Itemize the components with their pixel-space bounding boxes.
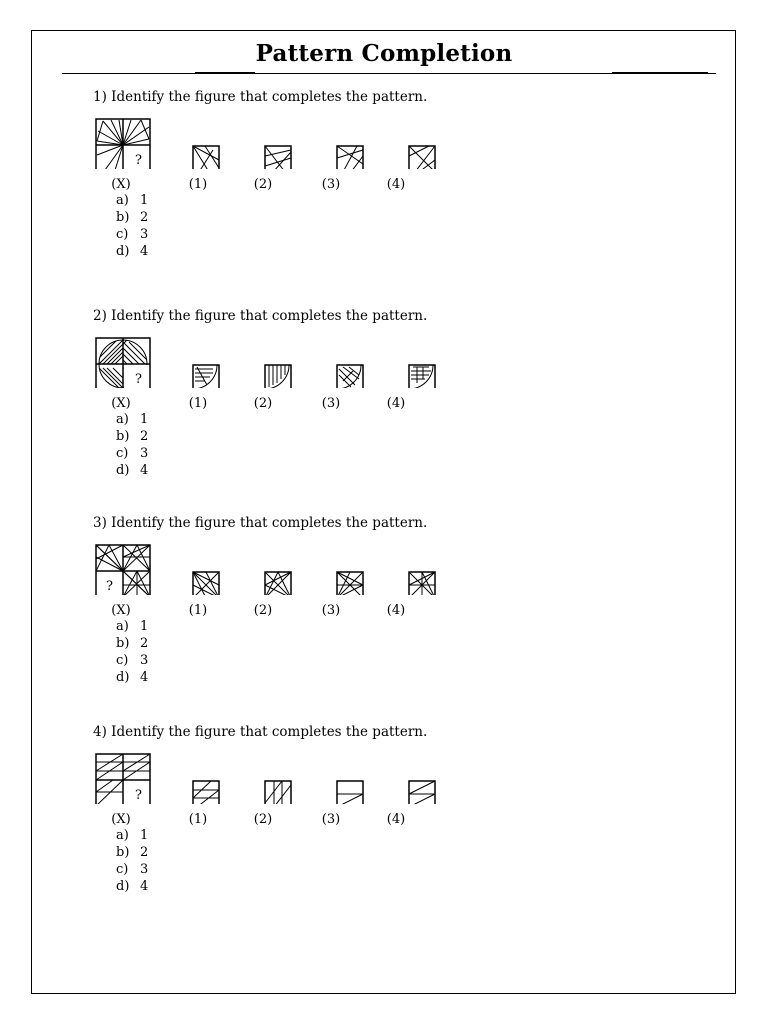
question-3-figures: [93, 535, 473, 595]
title-underline-accent-right: [612, 72, 708, 74]
question-mark: ?: [135, 788, 142, 803]
figure-x: [96, 119, 150, 169]
option-figure-2: [265, 781, 291, 804]
question-4: [0, 724, 768, 924]
question-1-figures: [93, 109, 473, 169]
figure-label-4: (4): [386, 396, 406, 411]
option-figure-3: [337, 146, 363, 169]
answer-option-d[interactable]: d) 4: [116, 463, 149, 478]
answer-option-c[interactable]: c) 3: [116, 227, 149, 242]
question-prompt: 4) Identify the figure that completes the pattern.: [93, 724, 428, 740]
answer-option-c[interactable]: c) 3: [116, 653, 149, 668]
figure-label-4: (4): [386, 812, 406, 827]
figure-x: [96, 545, 150, 595]
figure-label-3: (3): [321, 603, 341, 618]
answer-option-c[interactable]: c) 3: [116, 862, 149, 877]
option-figure-4: [409, 572, 435, 595]
figure-label-3: (3): [321, 396, 341, 411]
answer-option-a[interactable]: a) 1: [116, 619, 149, 634]
option-figure-2: [265, 365, 291, 388]
figure-label-x: (X): [111, 177, 131, 192]
figure-label-x: (X): [111, 603, 131, 618]
figure-label-1: (1): [188, 603, 208, 618]
figure-label-4: (4): [386, 603, 406, 618]
option-figure-4: [409, 146, 435, 169]
figure-label-1: (1): [188, 396, 208, 411]
page-title: Pattern Completion: [255, 40, 513, 67]
figure-label-3: (3): [321, 177, 341, 192]
question-2-figures: [93, 328, 473, 388]
question-mark: ?: [106, 579, 113, 594]
option-figure-1: [193, 572, 219, 595]
answer-option-b[interactable]: b) 2: [116, 429, 149, 444]
question-3: [0, 515, 768, 715]
figure-label-2: (2): [253, 177, 273, 192]
question-prompt: 2) Identify the figure that completes the pattern.: [93, 308, 428, 324]
option-figure-1: [193, 365, 219, 388]
figure-x: [96, 754, 150, 804]
answer-option-d[interactable]: d) 4: [116, 670, 149, 685]
option-figure-3: [337, 365, 363, 388]
figure-label-2: (2): [253, 603, 273, 618]
answer-option-a[interactable]: a) 1: [116, 828, 149, 843]
figure-label-4: (4): [386, 177, 406, 192]
title-underline-accent-left: [195, 72, 255, 74]
option-figure-3: [337, 781, 363, 804]
option-figure-3: [337, 572, 363, 595]
question-1: [0, 89, 768, 289]
question-prompt: 1) Identify the figure that completes the pattern.: [93, 89, 428, 105]
option-figure-1: [193, 781, 219, 804]
answer-option-b[interactable]: b) 2: [116, 636, 149, 651]
figure-label-2: (2): [253, 812, 273, 827]
answer-option-b[interactable]: b) 2: [116, 210, 149, 225]
option-figure-4: [409, 781, 435, 804]
question-mark: ?: [135, 153, 142, 168]
question-mark: ?: [135, 372, 142, 387]
answer-option-d[interactable]: d) 4: [116, 879, 149, 894]
figure-label-x: (X): [111, 396, 131, 411]
figure-label-x: (X): [111, 812, 131, 827]
figure-label-3: (3): [321, 812, 341, 827]
figure-x: [96, 338, 150, 388]
answer-option-d[interactable]: d) 4: [116, 244, 149, 259]
figure-label-1: (1): [188, 177, 208, 192]
question-prompt: 3) Identify the figure that completes the pattern.: [93, 515, 428, 531]
figure-label-1: (1): [188, 812, 208, 827]
answer-option-a[interactable]: a) 1: [116, 412, 149, 427]
answer-option-b[interactable]: b) 2: [116, 845, 149, 860]
option-figure-4: [409, 365, 435, 388]
figure-label-2: (2): [253, 396, 273, 411]
option-figure-2: [265, 146, 291, 169]
question-4-figures: [93, 744, 473, 804]
answer-option-a[interactable]: a) 1: [116, 193, 149, 208]
option-figure-2: [265, 572, 291, 595]
answer-option-c[interactable]: c) 3: [116, 446, 149, 461]
option-figure-1: [193, 146, 219, 169]
question-2: [0, 308, 768, 508]
